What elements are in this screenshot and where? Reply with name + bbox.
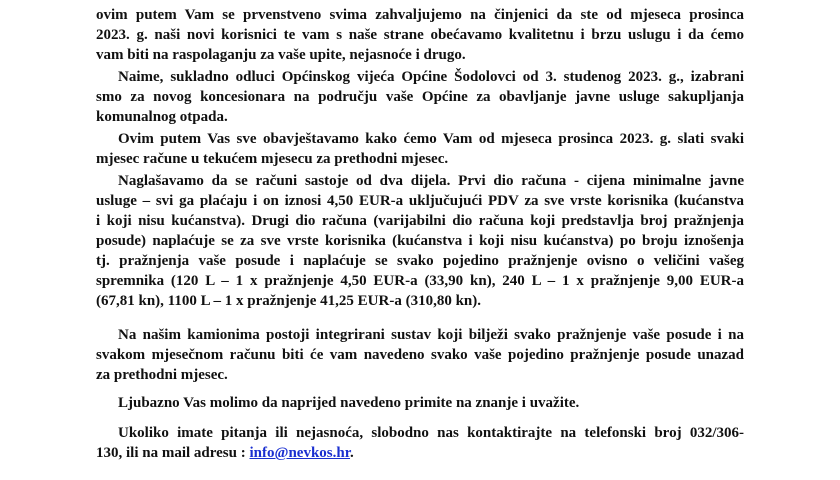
paragraph-3-line-1: Ovim putem Vas sve obavještavamo kako ćemo Vam od mjeseca prosinca 2023. g. slati svaki xyxy=(118,131,744,147)
paragraph-2-line-1: Naime, sukladno odluci Općinskog vijeća Općine Šodolovci od 3. studenog 2023. g., izabrani xyxy=(118,69,744,85)
paragraph-5-line-2: svakom mjesečnom računu biti će vam navedeno svako vaše pojedino pražnjenje posude unazad xyxy=(96,347,744,363)
email-link[interactable]: info@nevkos.hr xyxy=(249,445,351,461)
paragraph-1-line-3: vam biti na raspolaganju za vaše upite, nejasnoće i drugo. xyxy=(96,47,466,63)
paragraph-5-line-1: Na našim kamionima postoji integrirani sustav koji bilježi svako pražnjenje vaše posude i na xyxy=(118,327,744,343)
paragraph-5-line-3: za prethodni mjesec. xyxy=(96,367,228,383)
paragraph-4-line-7: (67,81 kn), 1100 L – 1 x pražnjenje 41,25 EUR-a (310,80 kn). xyxy=(96,293,482,309)
paragraph-2-line-3: komunalnog otpada. xyxy=(96,109,228,125)
paragraph-2-line-2: smo za novog koncesionara na području vaše Općine za obavljanje javne usluge sakupljanja xyxy=(96,89,744,105)
paragraph-4-line-3: i koji nisu kućanstva). Drugi dio računa (varijabilni dio računa koji predstavlja broj pražnjenja xyxy=(96,213,744,229)
paragraph-4-line-4: posude) naplaćuje se za sve vrste korisnika (kućanstva i koji nisu kućanstva) po broju iznošenja xyxy=(96,233,744,249)
paragraph-4-line-5: tj. pražnjenja vaše posude i naplaćuje se svako pojedino pražnjenje ovisno o veličini vašeg xyxy=(96,253,744,269)
paragraph-4-line-1: Naglašavamo da se računi sastoje od dva dijela. Prvi dio računa - cijena minimalne javne xyxy=(118,173,744,189)
paragraph-3-line-2: mjesec račune u tekućem mjesecu za prethodni mjesec. xyxy=(96,151,449,167)
paragraph-7-line-1: Ukoliko imate pitanja ili nejasnoća, slobodno nas kontaktirajte na telefonski broj 032/306- xyxy=(118,425,744,441)
paragraph-1-line-1: ovim putem Vam se prvenstveno svima zahvaljujemo na činjenici da ste od mjeseca prosinca xyxy=(96,7,744,23)
contact-line-prefix: 130, ili na mail adresu : xyxy=(96,445,250,461)
paragraph-4-line-6: spremnika (120 L – 1 x pražnjenje 4,50 EUR-a (33,90 kn), 240 L – 1 x pražnjenje 9,00 EUR-a xyxy=(96,273,744,289)
paragraph-4-line-2: usluge – svi ga plaćaju i on iznosi 4,50 EUR-a uključujući PDV za sve vrste korisnika (kućanstva xyxy=(96,193,744,209)
contact-line-suffix: . xyxy=(350,445,354,461)
paragraph-1-line-2: 2023. g. naši novi korisnici te vam s naše strane obećavamo kvalitetnu i brzu uslugu i da ćemo xyxy=(96,27,744,43)
paragraph-7-line-2 xyxy=(96,444,354,464)
paragraph-6-line-1: Ljubazno Vas molimo da naprijed navedeno primite na znanje i uvažite. xyxy=(118,395,580,411)
